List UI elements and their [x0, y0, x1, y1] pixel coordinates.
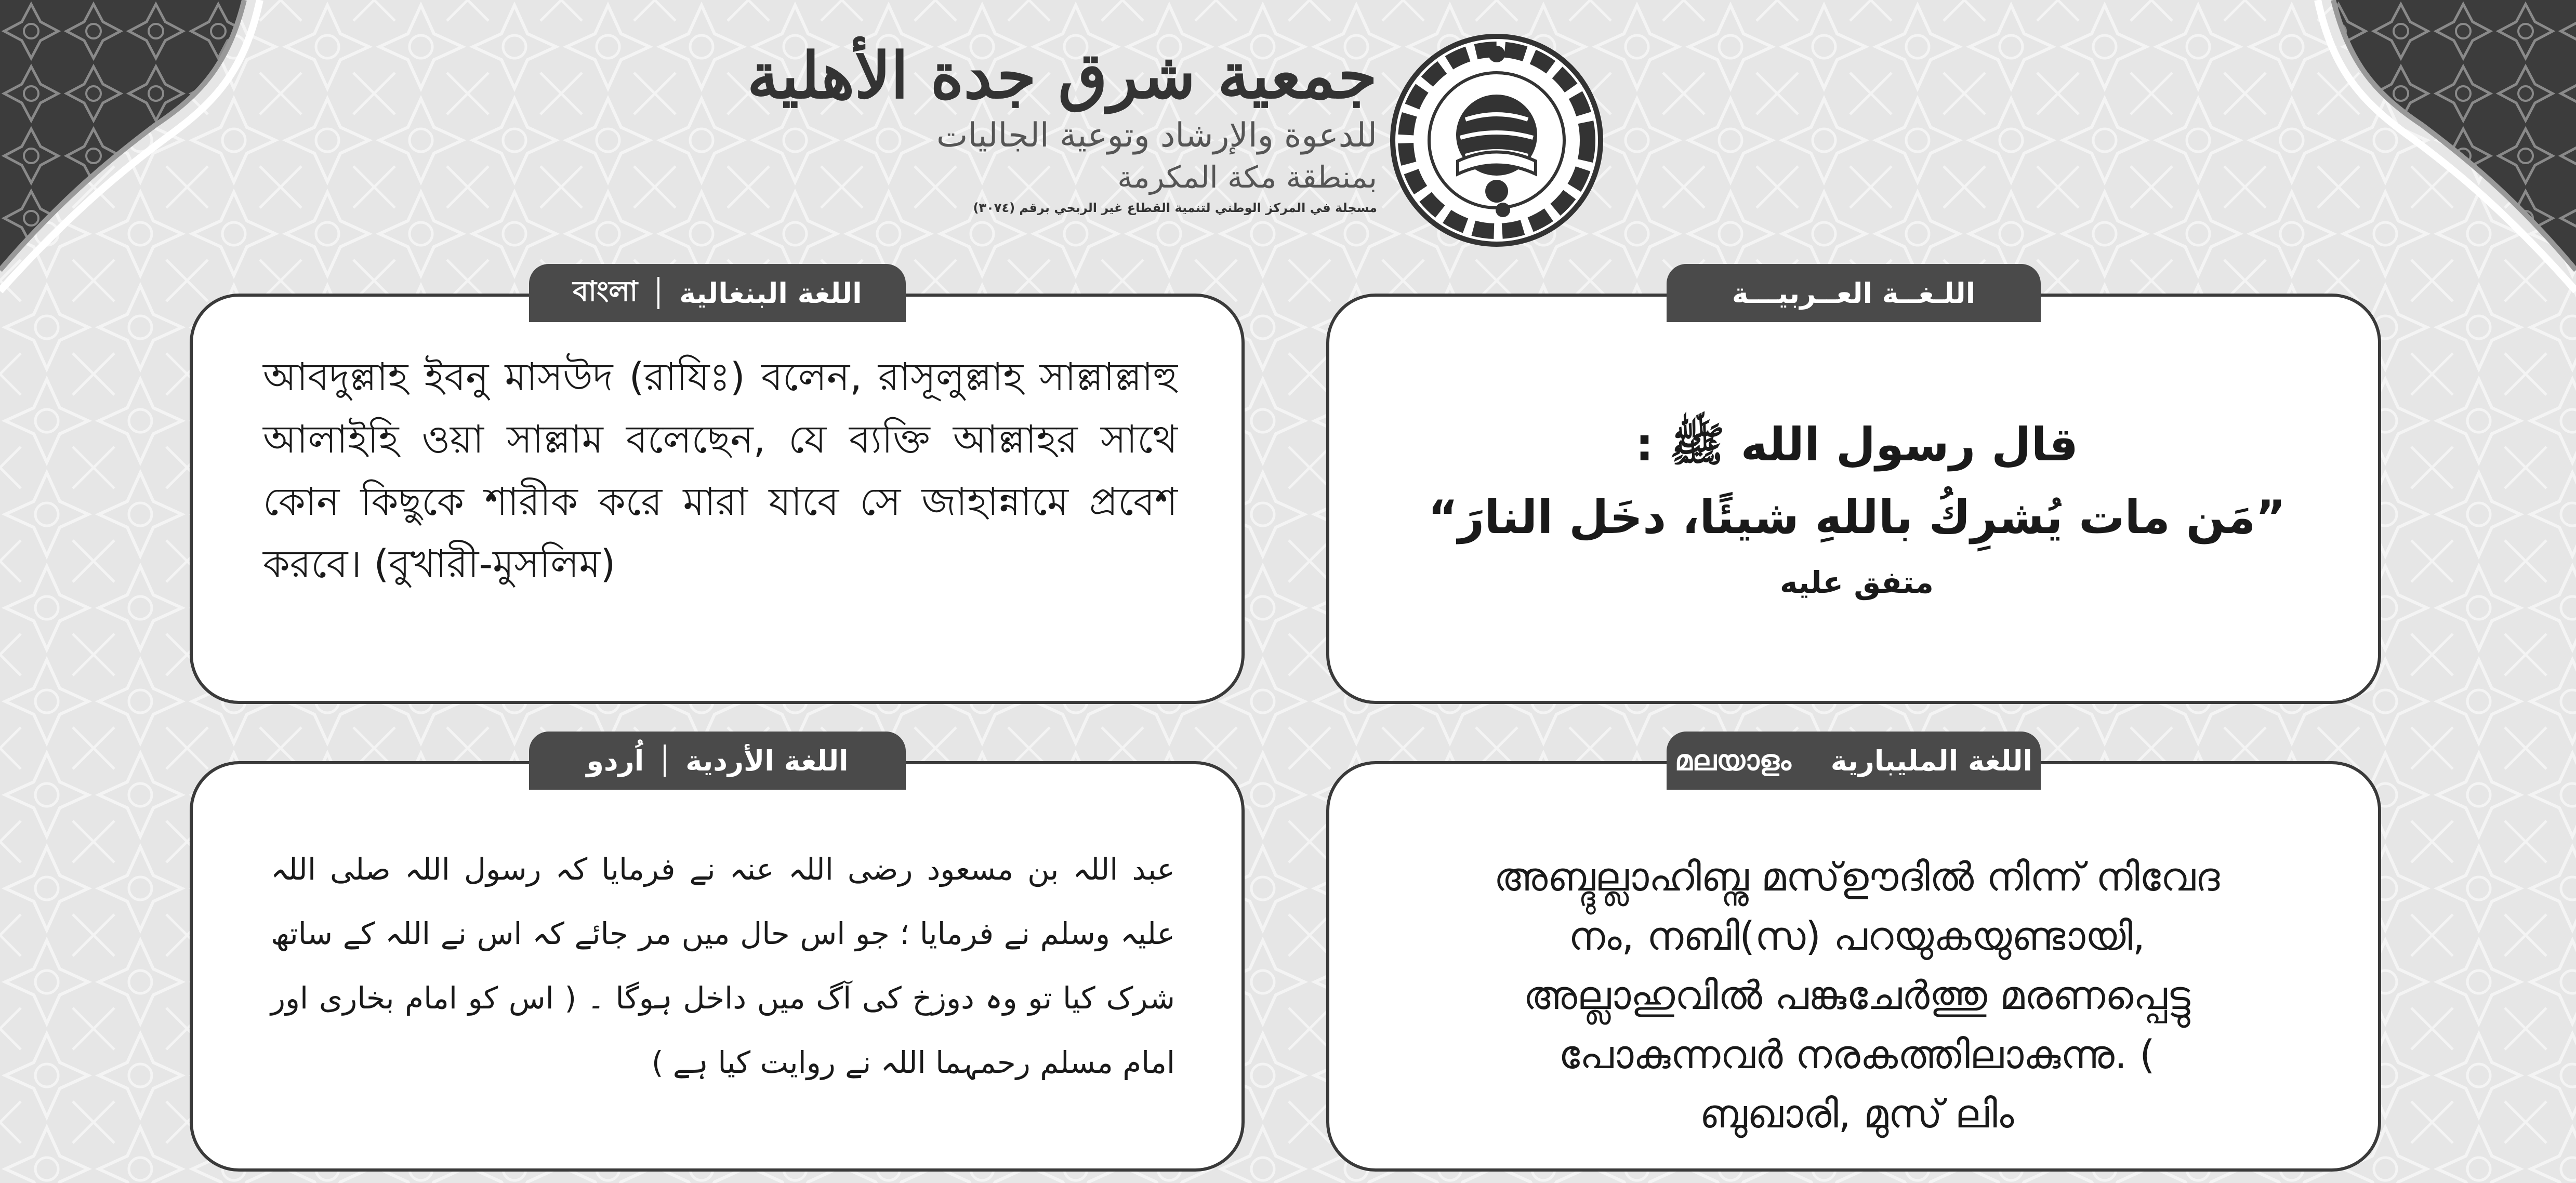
org-region: بمنطقة مكة المكرمة [1117, 159, 1377, 195]
globe-book-crescent-seal-icon [1388, 31, 1606, 249]
tab-bengali-arabic: اللغة البنغالية [679, 276, 862, 310]
tab-urdu [529, 732, 906, 790]
card-malayalam [1326, 761, 2381, 1172]
arabic-hadith [1360, 408, 2353, 611]
org-registration: مسجلة في المركز الوطني لتنمية القطاع غير الربحي برقم (٣٠٧٤) [973, 201, 1377, 215]
malayalam-line-3: അല്ലാഹുവിൽ പങ്കുചേർത്തു മരണപ്പെട്ടു [1523, 972, 2190, 1018]
card-arabic [1326, 294, 2381, 704]
arabic-source: متفق عليه [1780, 565, 1934, 600]
org-subtitle: للدعوة والإرشاد وتوعية الجاليات [936, 116, 1377, 155]
tab-urdu-arabic: اللغة الأردية [685, 744, 849, 777]
malayalam-line-4: പോകുന്നവർ നരകത്തിലാകുന്നു. ( [1558, 1031, 2155, 1078]
org-name: جمعية شرق جدة الأهلية [747, 38, 1377, 113]
tab-bengali [529, 264, 906, 322]
card-bengali [190, 294, 1245, 704]
malayalam-line-5: ബുഖാരി, മുസ് ലിം [1699, 1091, 2014, 1137]
tab-arabic-label: اللـغــة العــربيـــة [1732, 276, 1976, 310]
org-name-block [747, 36, 1377, 244]
card-urdu [190, 761, 1245, 1172]
arabic-line-2: ”مَن مات يُشرِكُ باللهِ شيئًا، دخَل النارَ“ [1428, 490, 2286, 544]
malayalam-text [1381, 847, 2332, 1144]
arabic-line-1: قال رسول الله ﷺ : [1635, 418, 2079, 471]
bengali-text: আবদুল্লাহ ইবনু মাসউদ (রাযিঃ) বলেন, রাসূলুল্লাহ সাল্লাল্লাহু আলাইহি ওয়া সাল্লাম বলেছেন, যে ব্যক্তি আল্লাহর সাথে কোন কিছুকে শারীক করে মারা যাবে সে জাহান্নামে প্রবেশ করবে। (বুখারী-মুসলিম) [263, 355, 1178, 587]
tab-separator [657, 277, 659, 309]
malayalam-line-1: അബ്ദുല്ലാഹിബ്നു മസ്ഊദിൽ നിന്ന് നിവേദ [1494, 854, 2220, 900]
malayalam-line-2: നം, നബി(സ) പറയുകയുണ്ടായി, [1568, 913, 2145, 959]
tab-malayalam [1667, 732, 2041, 790]
urdu-text: عبد اللہ بن مسعود رضی اللہ عنہ نے فرمایا کہ رسول اللہ صلی اللہ علیہ وسلم نے فرمایا ؛ جو اس حال میں مر جائے کہ اس نے اللہ کے ساتھ شرک کیا تو وہ دوزخ کی آگ میں داخل ہوگا ۔ ( اس کو امام بخاری اور امام مسلم رحمہما اللہ نے روایت کیا ہے ) [271, 852, 1175, 1080]
tab-malayalam-arabic: اللغة المليبارية [1830, 744, 2033, 777]
tab-arabic [1667, 264, 2041, 322]
org-logo [747, 21, 1637, 244]
tab-malayalam-native: മലയാളം [1674, 744, 1791, 777]
tab-bengali-native: বাংলা [573, 275, 638, 308]
tab-separator [664, 745, 666, 777]
tab-urdu-native: اُردو [586, 744, 644, 777]
